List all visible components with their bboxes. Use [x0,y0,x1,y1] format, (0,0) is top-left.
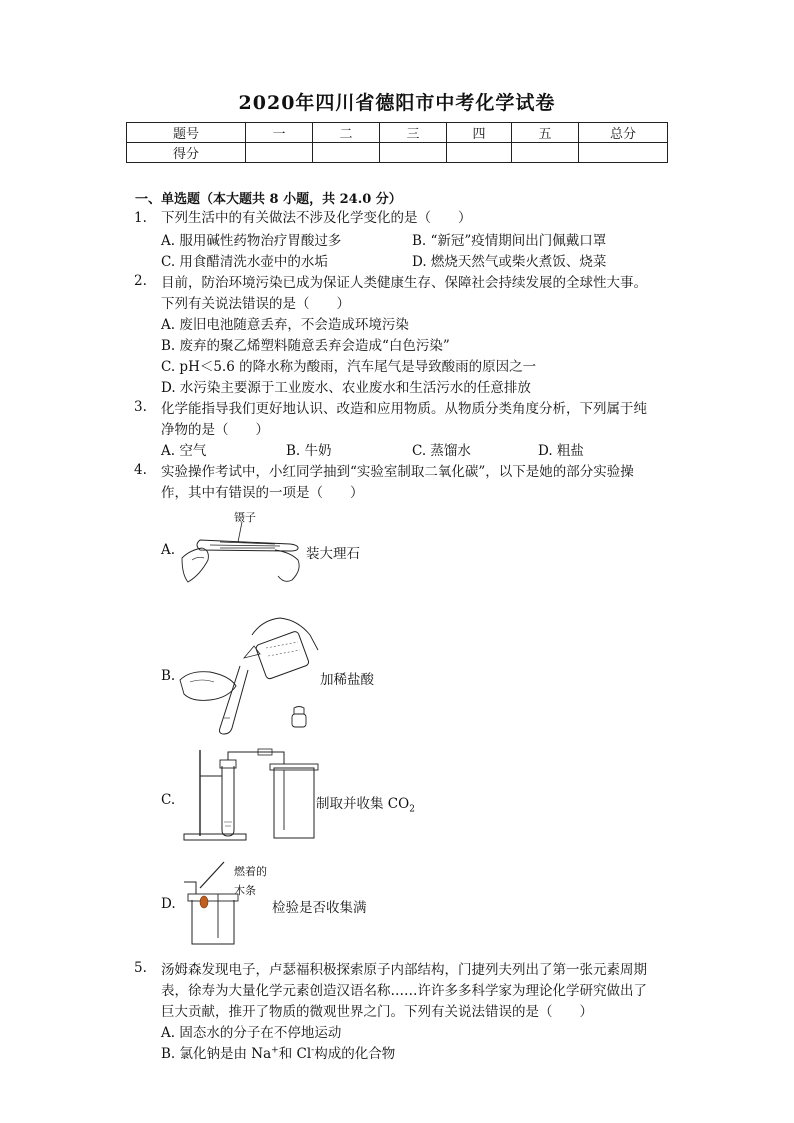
option-a: A. 固态水的分子在不停地运动 [161,1025,342,1041]
sodium-ion-charge: + [271,1045,279,1056]
option-a: A. 空气 [161,443,207,459]
chloride-ion-charge: - [311,1045,315,1056]
option-c: C. 用食醋清洗水壶中的水垢 [161,254,328,270]
option-b: B. “新冠”疫情期间出门佩戴口罩 [412,233,607,249]
gas-generation-apparatus-illustration [180,748,315,843]
tweezers-label: 镊子 [234,511,256,524]
option-c-letter: C. [161,792,176,808]
question-number: 2. [134,273,147,289]
question-text: 下列有关说法错误的是（ ） [161,296,350,312]
option-a-caption: 装大理石 [306,546,360,562]
score-cell: 题号 [127,123,246,143]
question-number: 3. [134,399,147,415]
question-text: 下列生活中的有关做法不涉及化学变化的是（ ） [161,210,472,226]
question-number: 1. [134,210,147,226]
option-b [161,1042,395,1062]
score-cell: 总分 [579,123,668,143]
score-cell [246,143,313,163]
score-table [126,122,668,163]
question-text: 作，其中有错误的一项是（ ） [161,485,364,501]
pouring-acid-illustration [180,610,320,740]
option-b: B. 废弃的聚乙烯塑料随意丢弃会造成“白色污染” [161,338,450,354]
question-text: 化学能指导我们更好地认识、改造和应用物质。从物质分类角度分析，下列属于纯 [161,401,647,417]
score-cell [380,143,447,163]
question-text: 汤姆森发现电子，卢瑟福积极探索原子内部结构，门捷列夫列出了第一张元素周期 [161,962,647,978]
score-cell [512,143,579,163]
score-table-header-row [127,123,668,143]
question-text: 目前，防治环境污染已成为保证人类健康生存、保障社会持续发展的全球性大事。 [161,275,647,291]
burning-stick-label-2: 木条 [234,884,256,897]
option-b-caption: 加稀盐酸 [320,672,374,688]
option-c: C. pH＜5.6 的降水称为酸雨，汽车尾气是导致酸雨的原因之一 [161,359,537,375]
tweezers-test-tube-illustration [180,520,305,590]
option-a: A. 废旧电池随意丢弃，不会造成环境污染 [161,317,409,333]
option-c-caption [316,792,415,815]
option-c: C. 蒸馏水 [412,443,471,459]
burning-stick-test-illustration [182,860,242,950]
option-a-letter: A. [161,542,176,558]
option-d: D. 水污染主要源于工业废水、农业废水和生活污水的任意排放 [161,380,531,396]
question-number: 4. [134,462,147,478]
option-b-letter: B. [161,668,176,684]
option-b: B. 牛奶 [286,443,332,459]
score-cell: 一 [246,123,313,143]
exam-title: 2020年四川省德阳市中考化学试卷 [238,92,556,114]
score-cell: 三 [380,123,447,143]
score-cell [579,143,668,163]
question-text: 表，徐寿为大量化学元素创造汉语名称……许许多多科学家为理论化学研究做出了 [161,983,647,999]
option-c-caption-text: 制取并收集 CO [316,796,410,812]
question-text: 实验操作考试中，小红同学抽到“实验室制取二氧化碳”，以下是她的部分实验操 [161,464,634,480]
option-d-caption: 检验是否收集满 [272,900,367,916]
section-heading: 一、单选题（本大题共 8 小题，共 24.0 分） [135,192,402,207]
option-b-text-post: 构成的化合物 [314,1046,396,1062]
option-b-text-mid: 和 Cl [278,1046,312,1062]
option-d-letter: D. [161,896,176,912]
score-cell: 得分 [127,143,246,163]
option-b-text-pre: B. 氯化钠是由 Na [161,1046,272,1062]
question-text: 净物的是（ ） [161,422,269,438]
question-number: 5. [134,960,147,976]
score-cell [447,143,512,163]
score-cell [313,143,380,163]
option-d: D. 粗盐 [538,443,584,459]
score-table-score-row [127,143,668,163]
question-text: 巨大贡献，推开了物质的微观世界之门。下列有关说法错误的是（ ） [161,1004,593,1020]
burning-stick-label-1: 燃着的 [234,865,267,878]
option-d: D. 燃烧天然气或柴火煮饭、烧菜 [412,254,607,270]
co2-subscript: 2 [409,804,415,815]
option-a: A. 服用碱性药物治疗胃酸过多 [161,233,342,249]
score-cell: 四 [447,123,512,143]
score-cell: 五 [512,123,579,143]
score-cell: 二 [313,123,380,143]
